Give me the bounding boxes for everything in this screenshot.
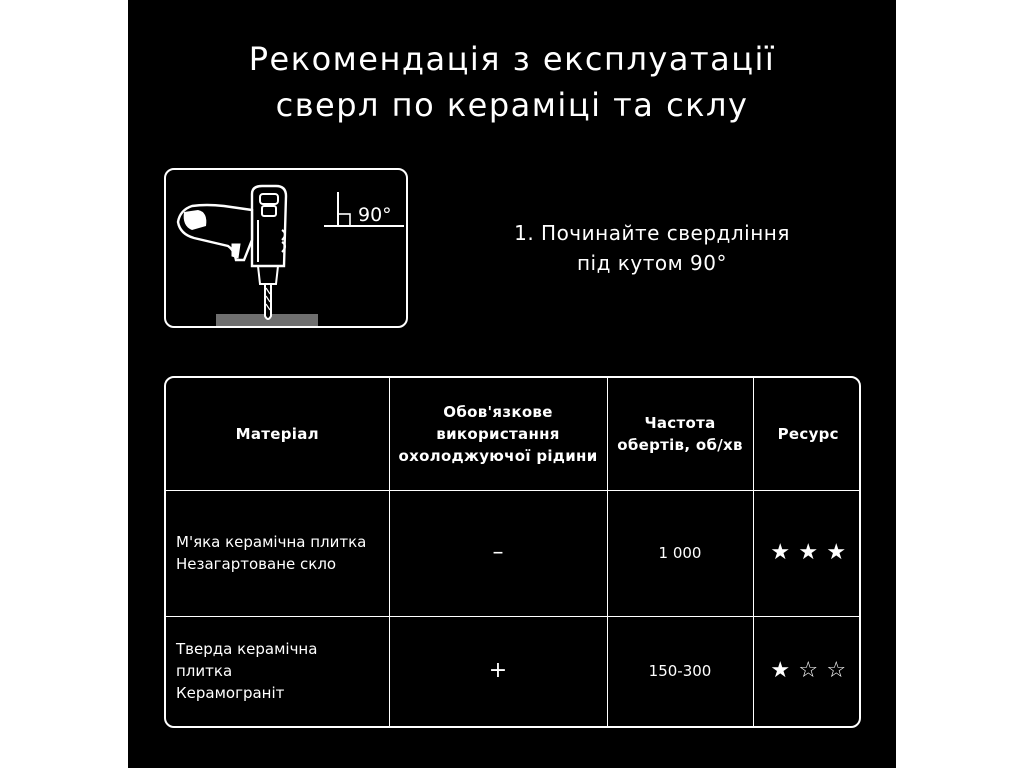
drill-icon — [166, 170, 410, 330]
drill-chuck — [258, 266, 278, 284]
poster — [128, 0, 896, 768]
cell-coolant: – — [389, 490, 607, 616]
header-coolant: Обов'язкове використання охолоджуючої рідини — [389, 378, 607, 490]
rating-stars — [768, 541, 848, 565]
header-speed: Частота обертів, об/хв — [607, 378, 753, 490]
star-empty-icon: ☆ — [826, 658, 847, 684]
star-filled-icon: ★ — [770, 540, 791, 565]
cell-speed: 150-300 — [607, 616, 753, 726]
title-line-2: сверл по кераміці та склу — [275, 86, 749, 124]
angle-label: 90° — [358, 204, 392, 226]
cell-material: Тверда керамічна плитка Керамограніт — [166, 616, 389, 726]
page-title — [128, 36, 896, 128]
cell-speed: 1 000 — [607, 490, 753, 616]
step-line-1: 1. Починайте свердління — [514, 221, 790, 245]
table-header-row — [166, 378, 861, 490]
cell-coolant: + — [389, 616, 607, 726]
drill-trigger — [232, 244, 240, 258]
rating-stars — [768, 659, 848, 683]
star-empty-icon: ☆ — [798, 658, 819, 684]
title-line-1: Рекомендація з експлуатації — [248, 40, 776, 78]
table-row — [166, 616, 861, 726]
drill-illustration — [164, 168, 408, 328]
table-row — [166, 490, 861, 616]
cell-resource — [753, 490, 861, 616]
cell-material: М'яка керамічна плитка Незагартоване скло — [166, 490, 389, 616]
step-line-2: під кутом 90° — [576, 251, 727, 275]
step-instruction — [476, 218, 828, 278]
header-material: Матеріал — [166, 378, 389, 490]
drill-usage-table — [164, 376, 861, 728]
header-resource: Ресурс — [753, 378, 861, 490]
star-filled-icon: ★ — [826, 540, 847, 565]
cell-resource — [753, 616, 861, 726]
star-filled-icon: ★ — [770, 658, 791, 684]
star-filled-icon: ★ — [798, 540, 819, 565]
drill-bit — [265, 282, 271, 319]
